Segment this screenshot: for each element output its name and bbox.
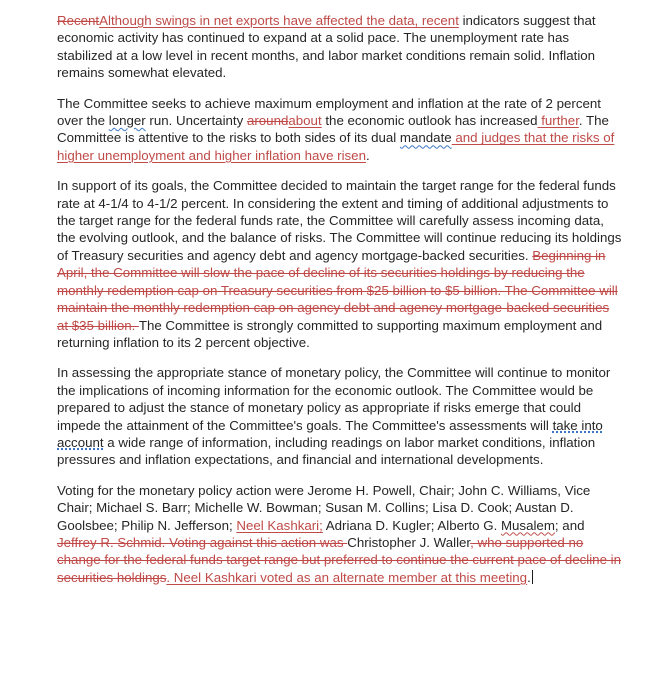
text-run: run. Uncertainty <box>145 113 247 129</box>
text-run: In assessing the appropriate stance of monetary policy, the Committee will continue to monitor the implications of incoming information for the economic outlook. The Committee would be prepared to adjust the stance of monetary policy as appropriate if risks emerge that could impede the attainment of the Committee's goals. The Committee's assessments will <box>57 365 611 433</box>
grammar-flagged-text: take into account <box>57 417 603 450</box>
text-run: In support of its goals, the Committee decided to maintain the target range for the federal funds rate at 4-1/4 to 4-1/2 percent. In considering the extent and timing of additional adjustments to the target range for the federal funds rate, the Committee will carefully assess incoming data, the evolving outlook, and the balance of risks. The Committee will continue reducing its holdings of Treasury securities and agency debt and agency mortgage-backed securities. <box>57 178 622 263</box>
grammar-flagged-text: mandate <box>399 130 452 146</box>
inserted-text: further <box>537 113 579 129</box>
paragraph <box>57 364 623 468</box>
text-run: . <box>527 569 531 585</box>
spellcheck-flagged-text: Musalem <box>500 517 555 533</box>
document-body[interactable] <box>57 12 623 599</box>
text-run: The Committee is strongly committed to supporting maximum employment and returning inflation to its 2 percent objective. <box>57 317 603 350</box>
text-run: Christopher J. Waller <box>347 534 471 550</box>
deleted-text: Recent <box>57 13 100 28</box>
grammar-flagged-text: longer <box>108 113 146 129</box>
paragraph <box>57 177 623 351</box>
deleted-text: Jeffrey R. Schmid. Voting against this action was <box>57 534 348 550</box>
text-run: The Committee seeks to achieve maximum employment and inflation at the rate of 2 percent over the <box>57 95 601 129</box>
text-run: a wide range of information, including readings on labor market conditions, inflation pressures and inflation expectations, and financial and international developments. <box>57 434 596 468</box>
text-run: . The Committee is attentive to the risks to both sides of its dual <box>57 113 609 146</box>
text-run: the economic outlook has increased <box>321 113 538 129</box>
deleted-text: , who supported no change for the federal funds target range but preferred to continue the current pace of decline in securities holdings <box>57 534 622 585</box>
text-cursor <box>532 570 534 584</box>
inserted-text: . Neel Kashkari voted as an alternate member at this meeting <box>166 569 528 585</box>
deleted-text: Beginning in April, the Committee will slow the pace of decline of its securities holdings by reducing the monthly redemption cap on Treasury securities from $25 billion to $5 billion. The Committee will maintain the monthly redemption cap on agency debt and agency mortgage-backed securities at $35 billion. <box>57 247 618 333</box>
text-run: ; and <box>554 517 585 533</box>
inserted-text: and judges that the risks of higher unemployment and higher inflation have risen <box>57 130 615 163</box>
inserted-text: Neel Kashkari; <box>236 517 323 533</box>
text-run: . <box>365 147 370 163</box>
paragraph <box>57 95 623 165</box>
inserted-text: Although swings in net exports have affected the data, recent <box>99 13 459 28</box>
paragraph <box>57 12 623 82</box>
inserted-text: about <box>288 113 322 129</box>
deleted-text: around <box>246 113 289 129</box>
text-run: Adriana D. Kugler; Alberto G. <box>322 517 501 533</box>
text-run: Voting for the monetary policy action were Jerome H. Powell, Chair; John C. Williams, Vice Chair; Michael S. Barr; Michelle W. Bowman; Susan M. Collins; Lisa D. Cook; Austan D. Goolsbee; Philip N. Jefferson; <box>57 482 591 533</box>
paragraph <box>57 482 623 586</box>
text-run: indicators suggest that economic activity has continued to expand at a solid pace. The unemployment rate has stabilized at a low level in recent months, and labor market conditions remain solid. Inflation remains somewhat elevated. <box>57 13 596 81</box>
